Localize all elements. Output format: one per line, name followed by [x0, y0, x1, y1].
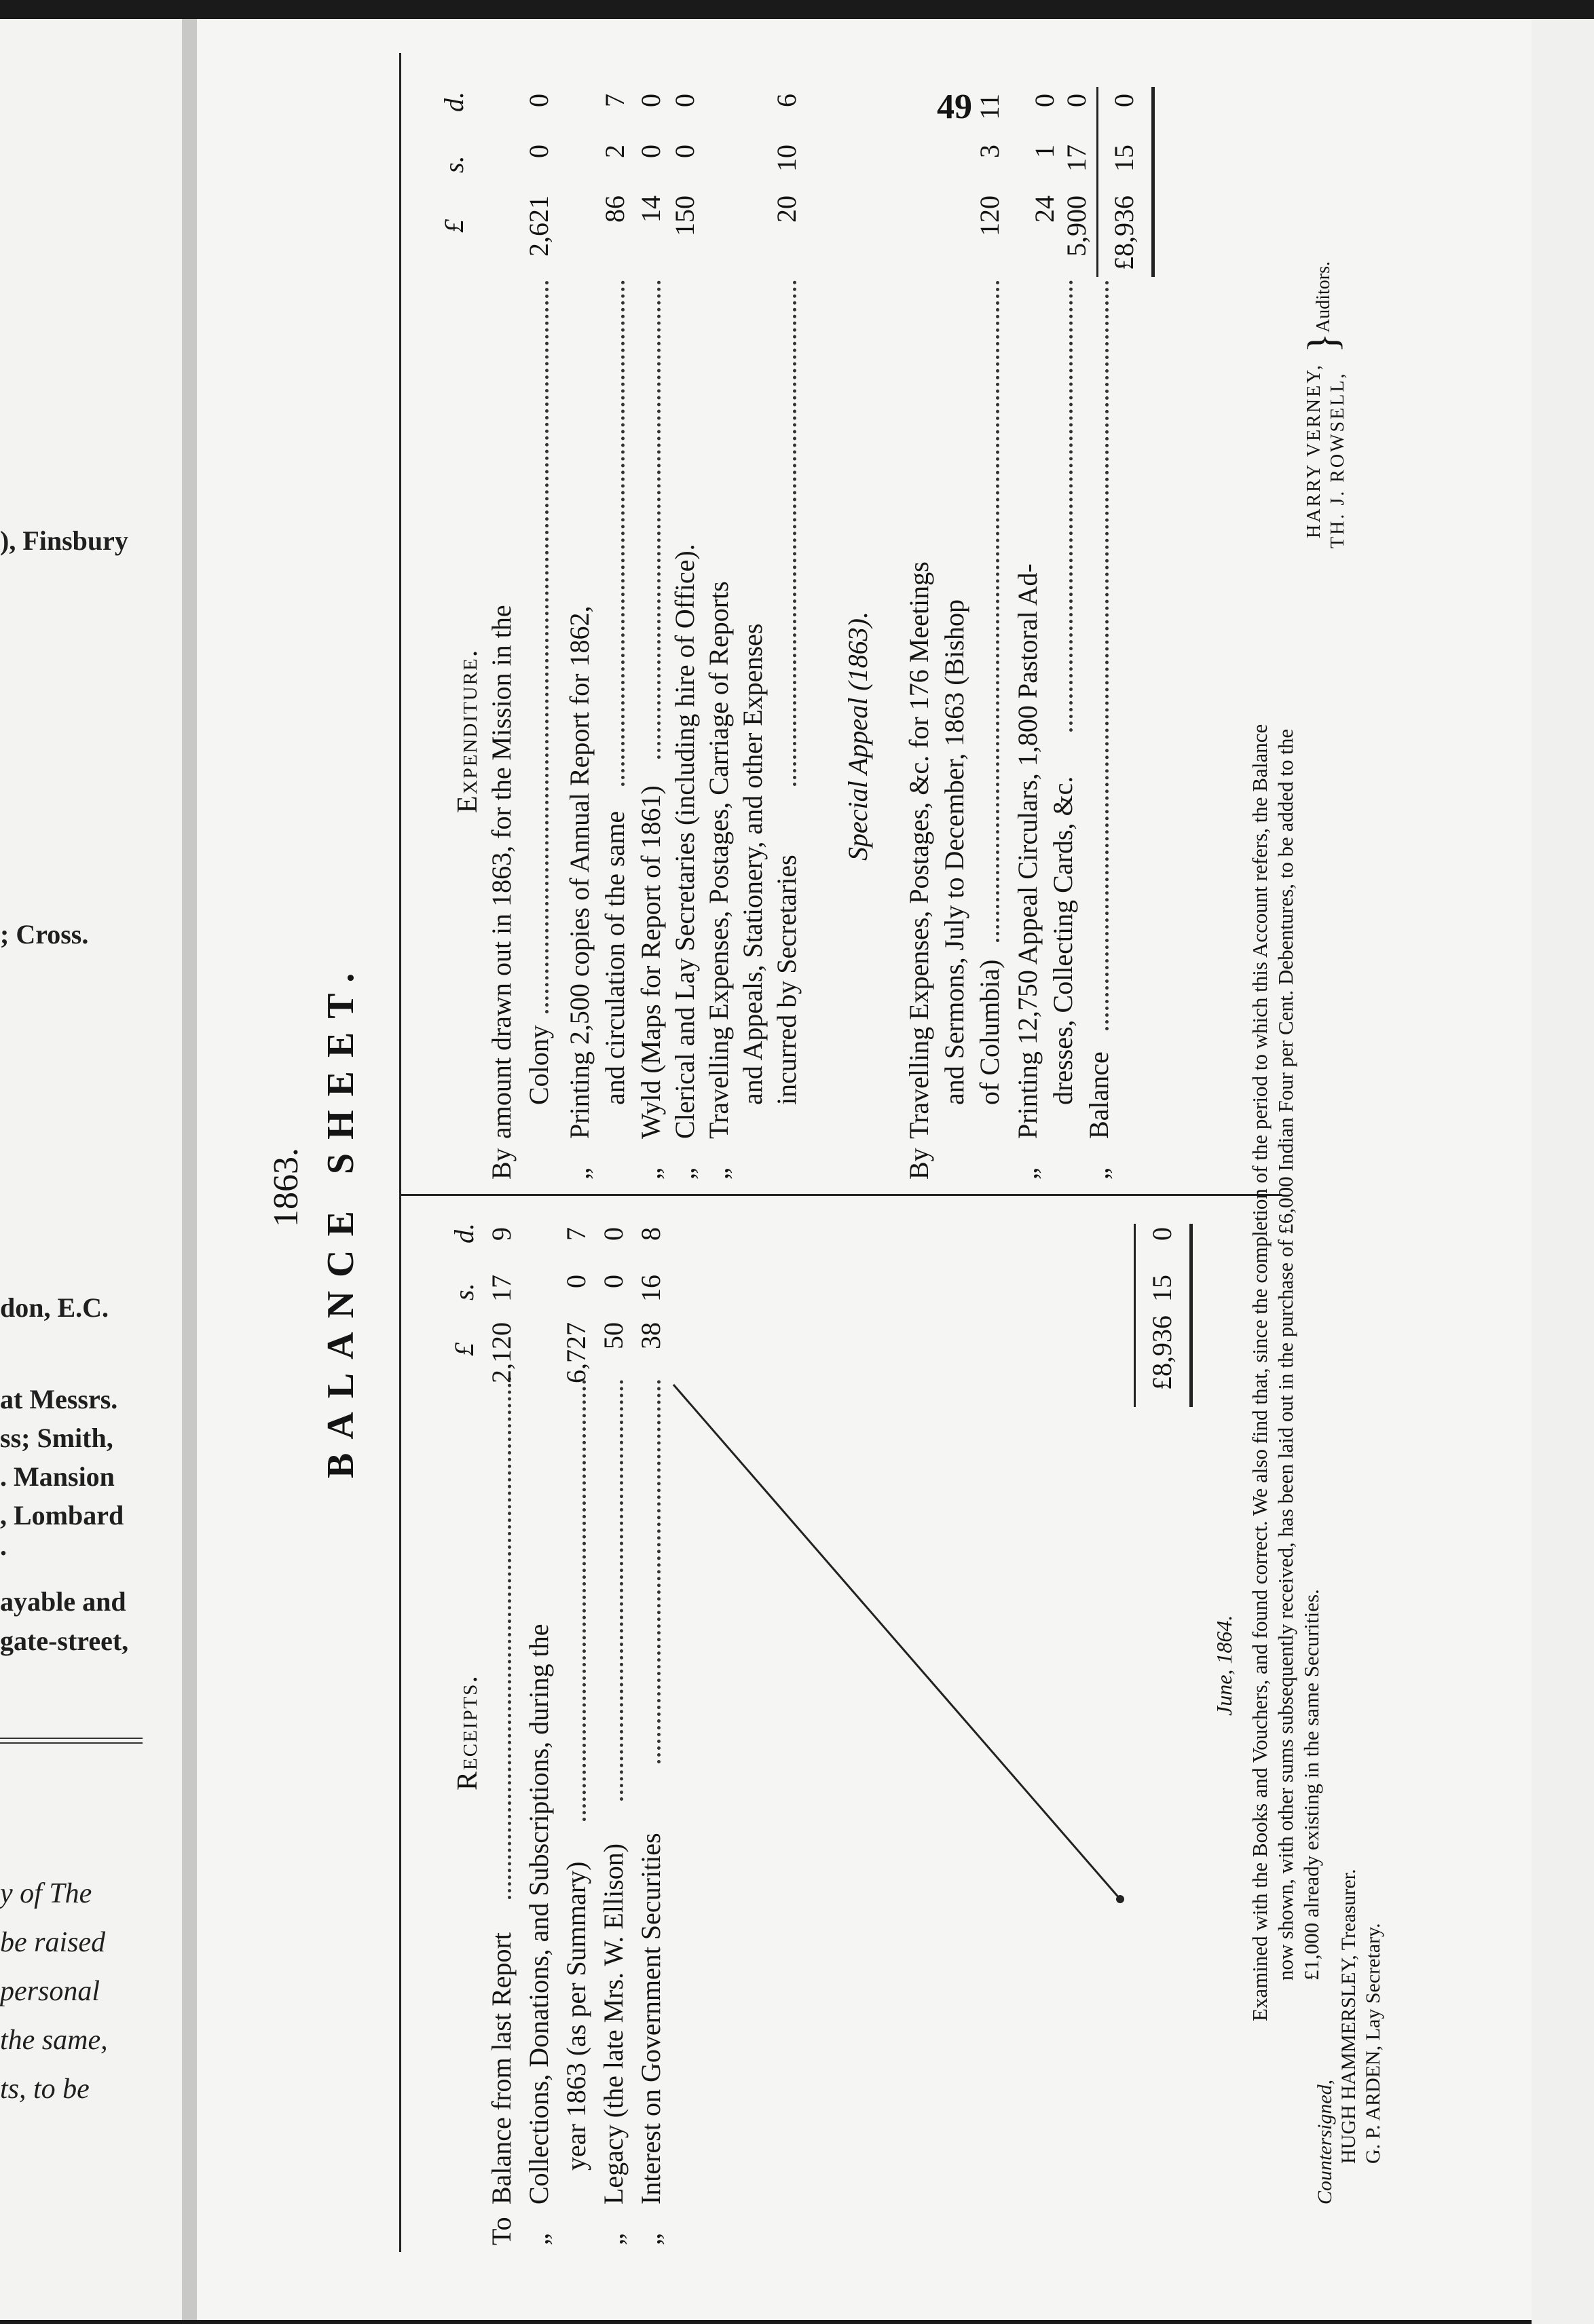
expenditure-pence: 0: [523, 94, 554, 107]
balance-sheet-title: BALANCE SHEET.: [320, 959, 362, 1478]
leader-dots: [657, 280, 661, 759]
expenditure-description-cont: and circulation of the same: [599, 810, 630, 1105]
receipt-shillings: 16: [635, 1275, 666, 1302]
auditors-role: Auditors.: [1313, 261, 1334, 333]
receipt-pence: 8: [635, 1227, 666, 1241]
expenditure-pence: 11: [974, 94, 1005, 120]
expenditure-pence: 0: [1061, 94, 1092, 107]
pound-symbol: £: [449, 1343, 479, 1356]
receipt-pounds: 38: [635, 1322, 666, 1349]
leader-dots: [545, 280, 549, 1013]
receipt-shillings: 17: [486, 1275, 517, 1302]
expenditure-shillings: 0: [669, 145, 700, 158]
leader-dots: [996, 280, 999, 942]
countersigned-label: Countersigned,: [1314, 2079, 1336, 2205]
examined-line: £1,000 already existing in the same Securities.: [1299, 1589, 1323, 1981]
expenditure-pounds: 86: [599, 195, 630, 223]
left-fragment: personal: [0, 1976, 100, 2007]
date-line: June, 1864.: [1212, 1615, 1236, 1716]
shilling-symbol: s.: [449, 1283, 479, 1300]
left-fragment: y of The: [0, 1878, 92, 1909]
receipts-total-rule: [1134, 1224, 1136, 1407]
expenditure-pounds: 20: [771, 195, 802, 223]
pound-symbol: £: [439, 219, 469, 233]
receipt-pence: 9: [486, 1227, 517, 1241]
expenditure-shillings: 0: [523, 145, 554, 158]
shilling-symbol: s.: [439, 155, 469, 173]
book-gutter: [182, 19, 197, 2320]
expenditure-shillings: 1: [1029, 145, 1060, 158]
receipt-description: Interest on Government Securities: [635, 1833, 666, 2205]
left-fragment: gate-street,: [0, 1626, 129, 1656]
expenditure-shillings: 3: [974, 145, 1005, 158]
receipt-prefix: „: [523, 2233, 554, 2245]
receipts-total-underline: [1189, 1224, 1193, 1407]
expenditure-description-cont: of Columbia): [974, 959, 1005, 1105]
expenditure-pence: 0: [1029, 94, 1060, 107]
examined-line: now shown, with other sums subsequently received, has been laid out in the purchase of £6,000 Indian Four per Cent. Debentures, to be added to the: [1274, 728, 1297, 1981]
left-fragment: ss; Smith,: [0, 1423, 113, 1453]
year-heading: 1863.: [267, 1148, 305, 1227]
expenditure-description: amount drawn out in 1863, for the Mission in the: [486, 605, 517, 1139]
left-double-rule: [0, 1738, 143, 1744]
expenditure-shillings: 10: [771, 145, 802, 172]
leader-dots: [1105, 280, 1109, 1030]
right-page-edge: [1532, 19, 1594, 2324]
expenditure-total-pence: 0: [1109, 94, 1139, 107]
expenditure-prefix: „: [669, 1167, 700, 1180]
balance-sheet: [224, 46, 1392, 2259]
receipt-prefix: „: [598, 2233, 629, 2245]
expenditure-pence: 6: [771, 94, 802, 107]
expenditure-shillings: 0: [635, 145, 666, 158]
expenditure-description-cont: incurred by Secretaries: [771, 855, 802, 1105]
expenditure-pence: 0: [669, 94, 700, 107]
auditor-name: TH. J. ROWSELL,: [1327, 371, 1348, 548]
expenditure-description: Wyld (Maps for Report of 1861): [635, 785, 666, 1139]
expenditure-description: Printing 12,750 Appeal Circulars, 1,800 Pastoral Ad-: [1012, 563, 1043, 1139]
expenditure-total-pounds: £8,936: [1109, 195, 1139, 270]
receipt-shillings: 0: [598, 1275, 629, 1288]
auditors-brace: }: [1300, 333, 1346, 353]
expenditure-pence: 7: [599, 94, 630, 107]
expenditure-shillings: 2: [599, 145, 630, 158]
receipts-total-pounds: £8,936: [1147, 1315, 1177, 1390]
left-fragment: don, E.C.: [0, 1292, 109, 1323]
leader-dots: [793, 280, 796, 786]
leader-dots: [1069, 280, 1073, 732]
expenditure-description-cont: and Appeals, Stationery, and other Expenses: [737, 623, 768, 1105]
countersigned-line: HUGH HAMMERSLEY, Treasurer.: [1337, 1869, 1360, 2164]
countersigned-line: G. P. ARDEN, Lay Secretary.: [1362, 1923, 1384, 2164]
expenditure-description-cont: Colony: [523, 1025, 554, 1105]
expenditure-pounds: 120: [974, 195, 1005, 236]
receipt-shillings: 0: [561, 1275, 591, 1288]
receipt-description-cont: year 1863 (as per Summary): [561, 1861, 591, 2171]
left-page-edge: [0, 19, 182, 2320]
expenditure-prefix: „: [1083, 1167, 1114, 1180]
expenditure-prefix: By: [486, 1148, 517, 1180]
receipt-pence: 0: [598, 1227, 629, 1241]
receipt-pounds: 50: [598, 1322, 629, 1349]
special-appeal-heading: Special Appeal (1863).: [842, 612, 873, 861]
page-number: 49: [937, 88, 972, 126]
receipt-description: Collections, Donations, and Subscriptions, during the: [523, 1624, 554, 2205]
expenditure-pounds: 14: [635, 195, 666, 223]
expenditure-pounds: 5,900: [1061, 195, 1092, 257]
left-fragment: . Mansion: [0, 1461, 115, 1492]
expenditure-total-underline: [1151, 87, 1155, 277]
left-fragment: the same,: [0, 2025, 108, 2056]
expenditure-description-cont: dresses, Collecting Cards, &c.: [1048, 776, 1078, 1105]
receipt-prefix: To: [486, 2217, 517, 2245]
diagonal-filler-line: [224, 1173, 1174, 2259]
left-fragment: , Lombard: [0, 1500, 124, 1531]
receipt-prefix: „: [635, 2233, 666, 2245]
left-fragment: be raised: [0, 1927, 106, 1958]
left-fragment: .: [0, 1531, 7, 1561]
pence-symbol: d.: [439, 92, 469, 112]
expenditure-prefix: By: [904, 1148, 934, 1180]
expenditure-description-cont: and Sermons, July to December, 1863 (Bishop: [939, 599, 969, 1105]
left-fragment: ; Cross.: [0, 919, 89, 950]
left-fragment: ts, to be: [0, 2074, 90, 2105]
expenditure-description: Travelling Expenses, Postages, &c. for 176 Meetings: [904, 561, 934, 1139]
expenditure-shillings: 17: [1061, 145, 1092, 172]
expenditure-pounds: 150: [669, 195, 700, 236]
receipts-heading: Receipts.: [452, 1674, 483, 1791]
left-fragment: ), Finsbury: [0, 525, 128, 556]
receipt-description: Legacy (the late Mrs. W. Ellison): [598, 1843, 629, 2205]
expenditure-prefix: „: [635, 1167, 666, 1180]
expenditure-total-shillings: 15: [1109, 145, 1139, 172]
expenditure-pounds: 2,621: [523, 195, 554, 257]
receipt-pence: 7: [561, 1227, 591, 1241]
receipts-total-pence: 0: [1147, 1227, 1177, 1241]
expenditure-pence: 0: [635, 94, 666, 107]
receipt-pounds: 2,120: [486, 1322, 517, 1383]
receipt-description: Balance from last Report: [486, 1932, 517, 2205]
examined-line: Examined with the Books and Vouchers, and found correct. We also find that, since the completion of the period to which this Account refers, the Balance: [1248, 724, 1272, 2021]
auditor-name: HARRY VERNEY,: [1303, 363, 1324, 538]
expenditure-description: Printing 2,500 copies of Annual Report for 1862,: [564, 605, 595, 1139]
leader-dots: [621, 280, 625, 786]
expenditure-prefix: „: [703, 1167, 734, 1180]
expenditure-total-rule: [1096, 87, 1098, 277]
receipts-total-shillings: 15: [1147, 1275, 1177, 1302]
receipt-pounds: 6,727: [561, 1322, 591, 1383]
expenditure-description: Travelling Expenses, Postages, Carriage of Reports: [703, 581, 734, 1139]
expenditure-description: Clerical and Lay Secretaries (including hire of Office).: [669, 544, 700, 1139]
page: [197, 19, 1532, 2320]
left-fragment: ayable and: [0, 1586, 126, 1617]
expenditure-prefix: „: [564, 1167, 595, 1180]
expenditure-pounds: 24: [1029, 195, 1060, 223]
pence-symbol: d.: [449, 1223, 479, 1243]
expenditure-heading: Expenditure.: [452, 648, 483, 813]
left-fragment: at Messrs.: [0, 1384, 118, 1414]
expenditure-prefix: „: [1012, 1167, 1043, 1180]
expenditure-description: Balance: [1083, 1051, 1114, 1139]
